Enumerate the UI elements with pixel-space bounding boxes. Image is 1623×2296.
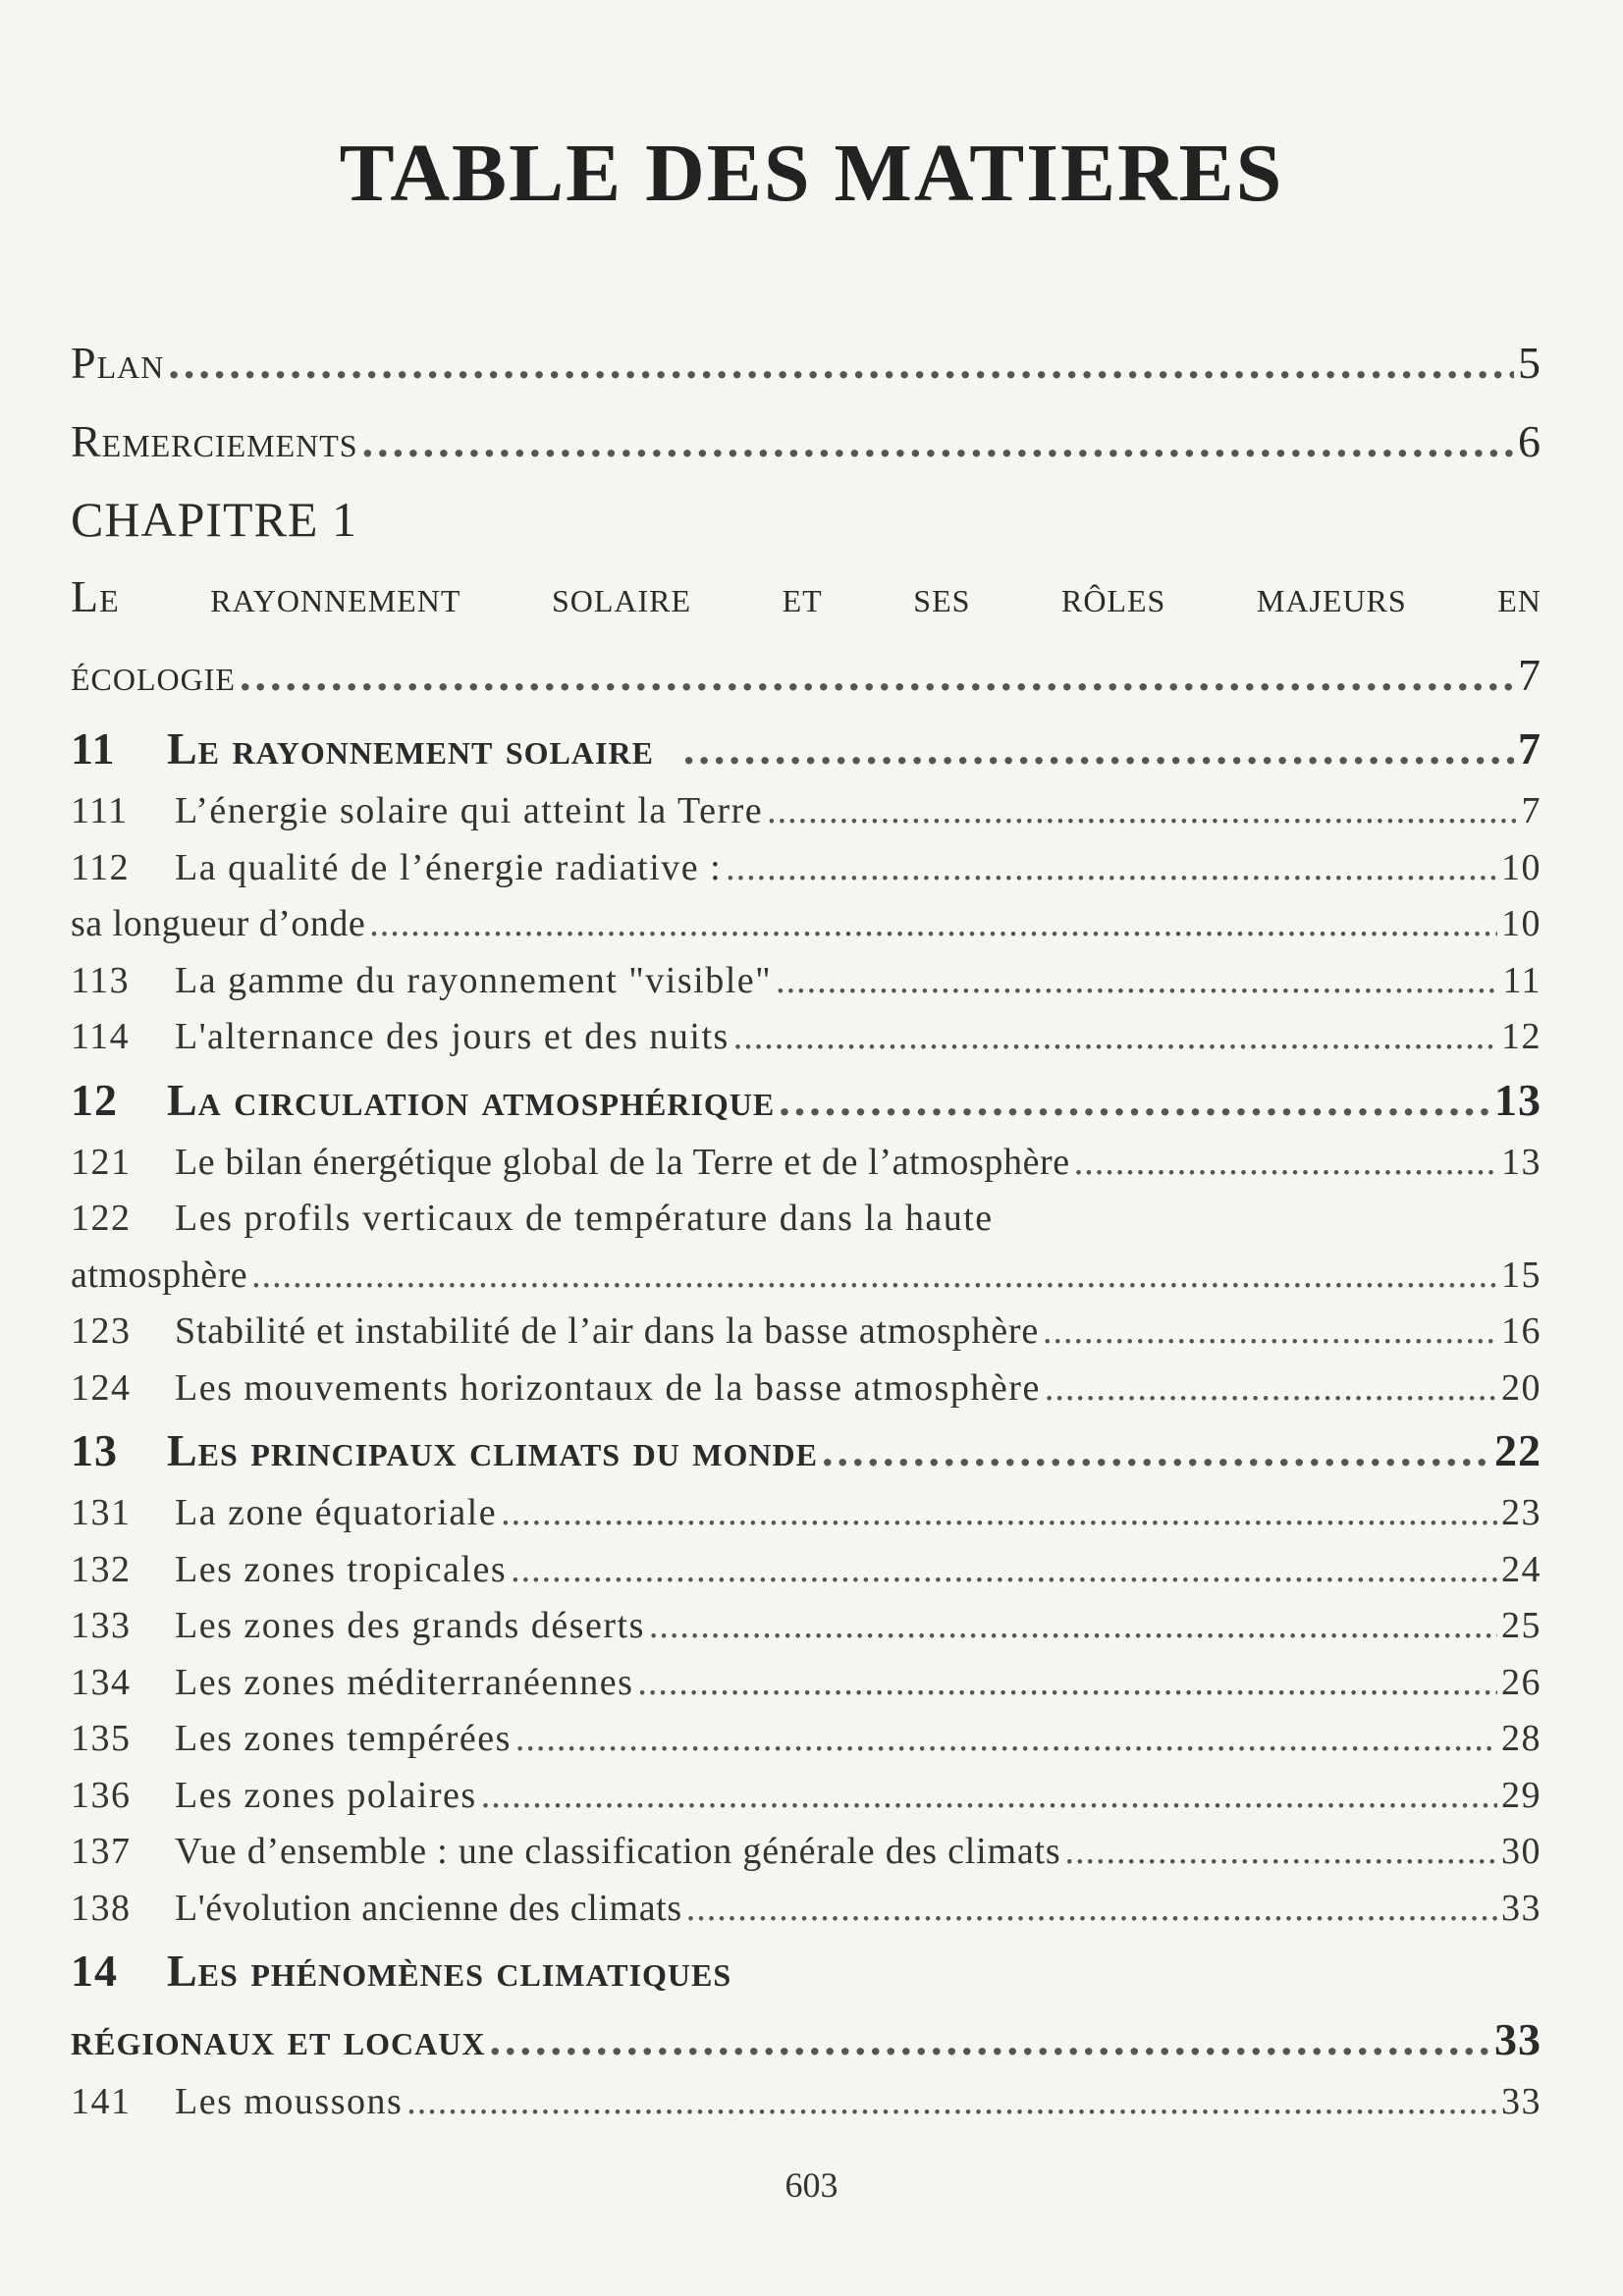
dot-leader (776, 953, 1498, 1010)
toc-entry-label: Les moussons (175, 2081, 404, 2122)
toc-entry-label: Les mouvements horizontaux de la basse atmosphère (175, 1366, 1041, 1409)
chapter-title-word: solaire (551, 571, 692, 621)
section-number: 138 (71, 1887, 132, 1929)
toc-entry-page: 25 (1501, 1605, 1542, 1646)
section-number: 122 (71, 1198, 132, 1239)
section-number: 112 (71, 846, 131, 888)
toc-entry-plan[interactable] (71, 324, 1542, 402)
toc-subsection-121[interactable] (71, 1135, 1542, 1192)
toc-subsection-123[interactable] (71, 1304, 1542, 1361)
toc-entry-page: 6 (1518, 416, 1542, 466)
toc-entry-label: Plan (71, 338, 165, 388)
toc-section-12[interactable] (71, 1066, 1542, 1135)
chapter-title-word: Le (71, 571, 120, 621)
toc-entry-page: 5 (1518, 338, 1542, 388)
chapter-title-word: rayonnement (210, 571, 461, 621)
toc-entry-label: La zone équatoriale (175, 1492, 498, 1533)
toc-entry-label: Les zones polaires (175, 1774, 477, 1816)
section-number: 111 (71, 790, 129, 831)
toc-subsection-141[interactable] (71, 2074, 1542, 2131)
dot-leader (683, 715, 1514, 783)
toc-subsection-113[interactable] (71, 953, 1542, 1010)
dot-leader (501, 1485, 1497, 1542)
dot-leader (240, 636, 1514, 715)
toc-section-13[interactable] (71, 1416, 1542, 1485)
toc-entry-label: Les zones méditerranéennes (175, 1661, 634, 1703)
toc-entry-label: régionaux et locaux (71, 2014, 486, 2064)
toc-entry-page: 16 (1501, 1310, 1542, 1352)
dot-leader (822, 1416, 1490, 1485)
toc-section-14-cont[interactable] (71, 2005, 1542, 2074)
section-number: 113 (71, 959, 131, 1001)
dot-leader (362, 402, 1514, 481)
chapter-title-line1[interactable] (71, 558, 1542, 636)
toc-entry-page: 13 (1494, 1074, 1542, 1125)
page-number: 603 (784, 2165, 839, 2205)
toc-entry-label: L'évolution ancienne des climats (175, 1887, 682, 1929)
toc-subsection-134[interactable] (71, 1655, 1542, 1712)
toc-entry-page: 30 (1501, 1831, 1542, 1872)
toc-subsection-133[interactable] (71, 1598, 1542, 1655)
dot-leader (369, 896, 1497, 953)
toc-entry-label: atmosphère (71, 1254, 248, 1296)
toc-subsection-124[interactable] (71, 1361, 1542, 1417)
toc-entry-page: 7 (1518, 650, 1542, 700)
dot-leader (686, 1881, 1497, 1938)
dot-leader (251, 1248, 1497, 1305)
toc-entry-label: La circulation atmosphérique (167, 1074, 776, 1125)
dot-leader (481, 1768, 1497, 1825)
toc-subsection-135[interactable] (71, 1711, 1542, 1768)
chapter-title-word: et (782, 571, 823, 621)
section-number: 13 (71, 1425, 118, 1475)
toc-section-11[interactable] (71, 715, 1542, 783)
dot-leader (1064, 1824, 1497, 1881)
toc-entry-page: 33 (1494, 2014, 1542, 2064)
toc-entry-page: 28 (1501, 1718, 1542, 1759)
toc-entry-page: 20 (1501, 1366, 1542, 1409)
toc-entry-label: Vue d’ensemble : une classification générale des climats (175, 1831, 1061, 1872)
dot-leader (511, 1542, 1497, 1599)
section-number: 141 (71, 2081, 132, 2122)
toc-section-14[interactable] (71, 1937, 1542, 2005)
chapter-label: CHAPITRE 1 (71, 492, 357, 547)
dot-leader (767, 783, 1517, 840)
toc-entry-label: Les zones tempérées (175, 1718, 512, 1759)
dot-leader (779, 1066, 1490, 1135)
toc-entry-label: Le bilan énergétique global de la Terre et de l’atmosphère (175, 1141, 1070, 1183)
dot-leader (1043, 1304, 1497, 1361)
toc-entry-page: 33 (1501, 1887, 1542, 1929)
section-number: 137 (71, 1831, 132, 1872)
dot-leader (733, 1009, 1497, 1066)
toc-entry-label: sa longueur d’onde (71, 903, 366, 944)
toc-subsection-122[interactable] (71, 1191, 1542, 1248)
toc-entry-label: Les profils verticaux de température dans la haute (175, 1198, 994, 1239)
toc-entry-page: 22 (1494, 1425, 1542, 1475)
toc-entry-page: 10 (1501, 846, 1542, 888)
toc-entry-page: 33 (1501, 2081, 1542, 2122)
table-of-contents (71, 324, 1542, 2131)
toc-subsection-111[interactable] (71, 783, 1542, 840)
toc-entry-label: La gamme du rayonnement "visible" (175, 959, 773, 1001)
section-number: 123 (71, 1310, 132, 1352)
section-number: 114 (71, 1016, 131, 1057)
toc-entry-page: 12 (1501, 1016, 1542, 1057)
dot-leader (649, 1598, 1497, 1655)
dot-leader (489, 2005, 1490, 2074)
section-number: 12 (71, 1074, 118, 1125)
toc-entry-page: 7 (1521, 790, 1542, 831)
section-number: 121 (71, 1141, 132, 1183)
toc-entry-page: 10 (1501, 903, 1542, 944)
toc-entry-page: 23 (1501, 1492, 1542, 1533)
toc-entry-page: 26 (1501, 1661, 1542, 1703)
section-number: 11 (71, 723, 116, 774)
toc-entry-label: L’énergie solaire qui atteint la Terre (175, 790, 764, 831)
toc-entry-label: Les phénomènes climatiques (167, 1946, 732, 1996)
toc-entry-label: Les principaux climats du monde (167, 1425, 818, 1475)
chapter-title-word: rôles (1060, 571, 1166, 621)
toc-entry-page: 15 (1501, 1254, 1542, 1296)
dot-leader (726, 840, 1497, 897)
dot-leader (1045, 1361, 1497, 1417)
toc-subsection-122-cont[interactable] (71, 1248, 1542, 1305)
toc-entry-label: L'alternance des jours et des nuits (175, 1016, 730, 1057)
chapter-title-word: ses (913, 571, 971, 621)
toc-entry-page: 13 (1501, 1141, 1542, 1183)
toc-subsection-138[interactable] (71, 1881, 1542, 1938)
chapter-title-line2[interactable] (71, 636, 1542, 715)
toc-entry-page: 29 (1501, 1774, 1542, 1816)
dot-leader (515, 1711, 1497, 1768)
chapter-heading (71, 481, 1542, 558)
toc-entry-label: Le rayonnement solaire (167, 723, 654, 774)
page-title: TABLE DES MATIERES (339, 128, 1284, 219)
section-number: 135 (71, 1718, 132, 1759)
section-number: 132 (71, 1548, 132, 1590)
toc-entry-label: Stabilité et instabilité de l’air dans la basse atmosphère (175, 1310, 1040, 1352)
toc-entry-label: Les zones des grands déserts (175, 1605, 645, 1646)
toc-entry-page: 11 (1502, 959, 1542, 1001)
toc-subsection-112-cont[interactable] (71, 896, 1542, 953)
section-number: 136 (71, 1774, 132, 1816)
dot-leader (637, 1655, 1497, 1712)
toc-entry-label: La qualité de l’énergie radiative : (175, 846, 723, 888)
dot-leader (1074, 1135, 1497, 1192)
section-number: 124 (71, 1366, 132, 1409)
toc-entry-label: Les zones tropicales (175, 1548, 508, 1590)
toc-subsection-136[interactable] (71, 1768, 1542, 1825)
toc-entry-remerciements[interactable] (71, 402, 1542, 481)
toc-subsection-137[interactable] (71, 1824, 1542, 1881)
dot-leader (168, 324, 1514, 402)
chapter-title-word: en (1497, 571, 1542, 621)
section-number: 14 (71, 1946, 118, 1996)
toc-subsection-132[interactable] (71, 1542, 1542, 1599)
dot-leader (406, 2074, 1497, 2131)
section-number: 133 (71, 1605, 132, 1646)
section-number: 131 (71, 1492, 132, 1533)
toc-entry-label: écologie (71, 650, 236, 700)
toc-entry-page: 7 (1518, 723, 1542, 774)
toc-subsection-114[interactable] (71, 1009, 1542, 1066)
section-number: 134 (71, 1661, 132, 1703)
toc-entry-label: Remerciements (71, 416, 358, 466)
toc-entry-page: 24 (1501, 1548, 1542, 1590)
toc-subsection-131[interactable] (71, 1485, 1542, 1542)
toc-subsection-112[interactable] (71, 840, 1542, 897)
chapter-title-word: majeurs (1256, 571, 1407, 621)
